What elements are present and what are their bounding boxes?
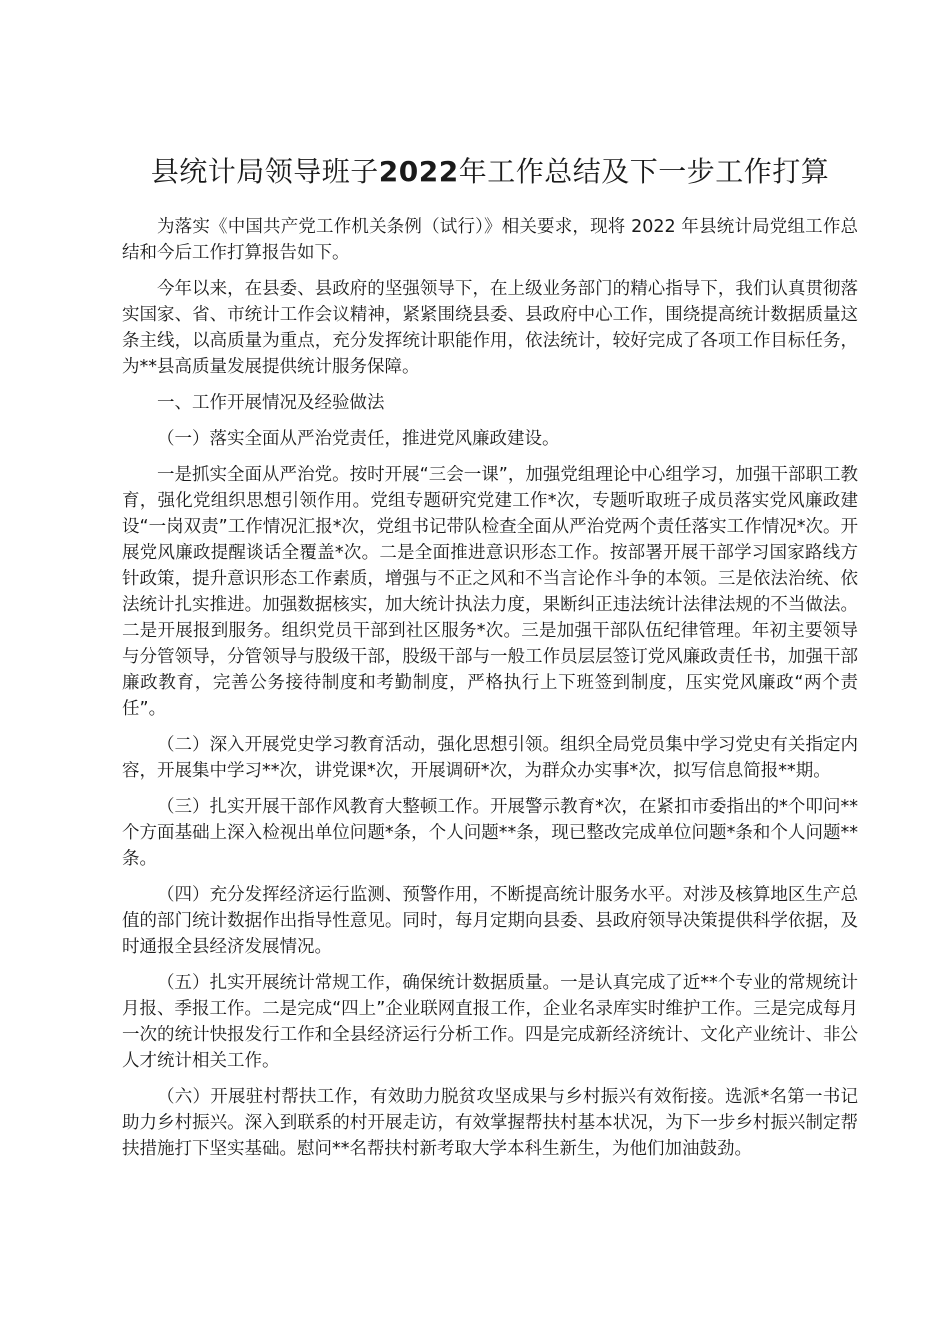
title-suffix: 年工作总结及下一步工作打算 [458,155,830,188]
subsection-heading-1: （一）落实全面从严治党责任，推进党风廉政建设。 [157,429,560,449]
document-page [122,150,858,1172]
title-prefix: 县统计局领导班子 [150,155,379,188]
subsection-2: （二）深入开展党史学习教育活动，强化思想引领。组织全局党员集中学习党史有关指定内容，开展集中学习**次，讲党课*次，开展调研*次，为群众办实事*次，拟写信息简报**期。 [122,735,858,781]
subsection-3: （三）扎实开展干部作风教育大整顿工作。开展警示教育*次，在紧扣市委指出的*个叩问**个方面基础上深入检视出单位问题*条，个人问题**条，现已整改完成单位问题*条和个人问题**条。 [122,797,858,869]
subsection-4: （四）充分发挥经济运行监测、预警作用，不断提高统计服务水平。对涉及核算地区生产总值的部门统计数据作出指导性意见。同时，每月定期向县委、县政府领导决策提供科学依据，及时通报全县经济发展情况。 [122,885,858,957]
document-title [122,150,858,190]
subsection-body-1: 一是抓实全面从严治党。按时开展“三会一课”，加强党组理论中心组学习，加强干部职工教育，强化党组织思想引领作用。党组专题研究党建工作*次，专题听取班子成员落实党风廉政建设“一岗双责”工作情况汇报*次，党组书记带队检查全面从严治党两个责任落实工作情况*次。开展党风廉政提醒谈话全覆盖*次。二是全面推进意识形态工作。按部署开展干部学习国家路线方针政策，提升意识形态工作素质，增强与不正之风和不当言论作斗争的本领。三是依法治统、依法统计扎实推进。加强数据核实，加大统计执法力度，果断纠正违法统计法律法规的不当做法。二是开展报到服务。组织党员干部到社区服务*次。三是加强干部队伍纪律管理。年初主要领导与分管领导，分管领导与股级干部，股级干部与一般工作员层层签订党风廉政责任书，加强干部廉政教育，完善公务接待制度和考勤制度，严格执行上下班签到制度，压实党风廉政“两个责任”。 [122,465,858,719]
subsection-5: （五）扎实开展统计常规工作，确保统计数据质量。一是认真完成了近**个专业的常规统计月报、季报工作。二是完成“四上”企业联网直报工作，企业名录库实时维护工作。三是完成每月一次的统计快报发行工作和全县经济运行分析工作。四是完成新经济统计、文化产业统计、非公人才统计相关工作。 [122,973,858,1071]
intro-paragraph: 为落实《中国共产党工作机关条例（试行）》相关要求，现将 2022 年县统计局党组工作总结和今后工作打算报告如下。 [122,217,858,263]
section-heading-1: 一、工作开展情况及经验做法 [157,393,385,413]
overview-paragraph: 今年以来，在县委、县政府的坚强领导下，在上级业务部门的精心指导下，我们认真贯彻落实国家、省、市统计工作会议精神，紧紧围绕县委、县政府中心工作，围绕提高统计数据质量这条主线，以高质量为重点，充分发挥统计职能作用，依法统计，较好完成了各项工作目标任务，为**县高质量发展提供统计服务保障。 [122,279,858,377]
subsection-6: （六）开展驻村帮扶工作，有效助力脱贫攻坚成果与乡村振兴有效衔接。选派*名第一书记助力乡村振兴。深入到联系的村开展走访，有效掌握帮扶村基本状况，为下一步乡村振兴制定帮扶措施打下坚实基础。慰问**名帮扶村新考取大学本科生新生，为他们加油鼓劲。 [122,1087,858,1159]
title-year: 2022 [378,155,459,188]
